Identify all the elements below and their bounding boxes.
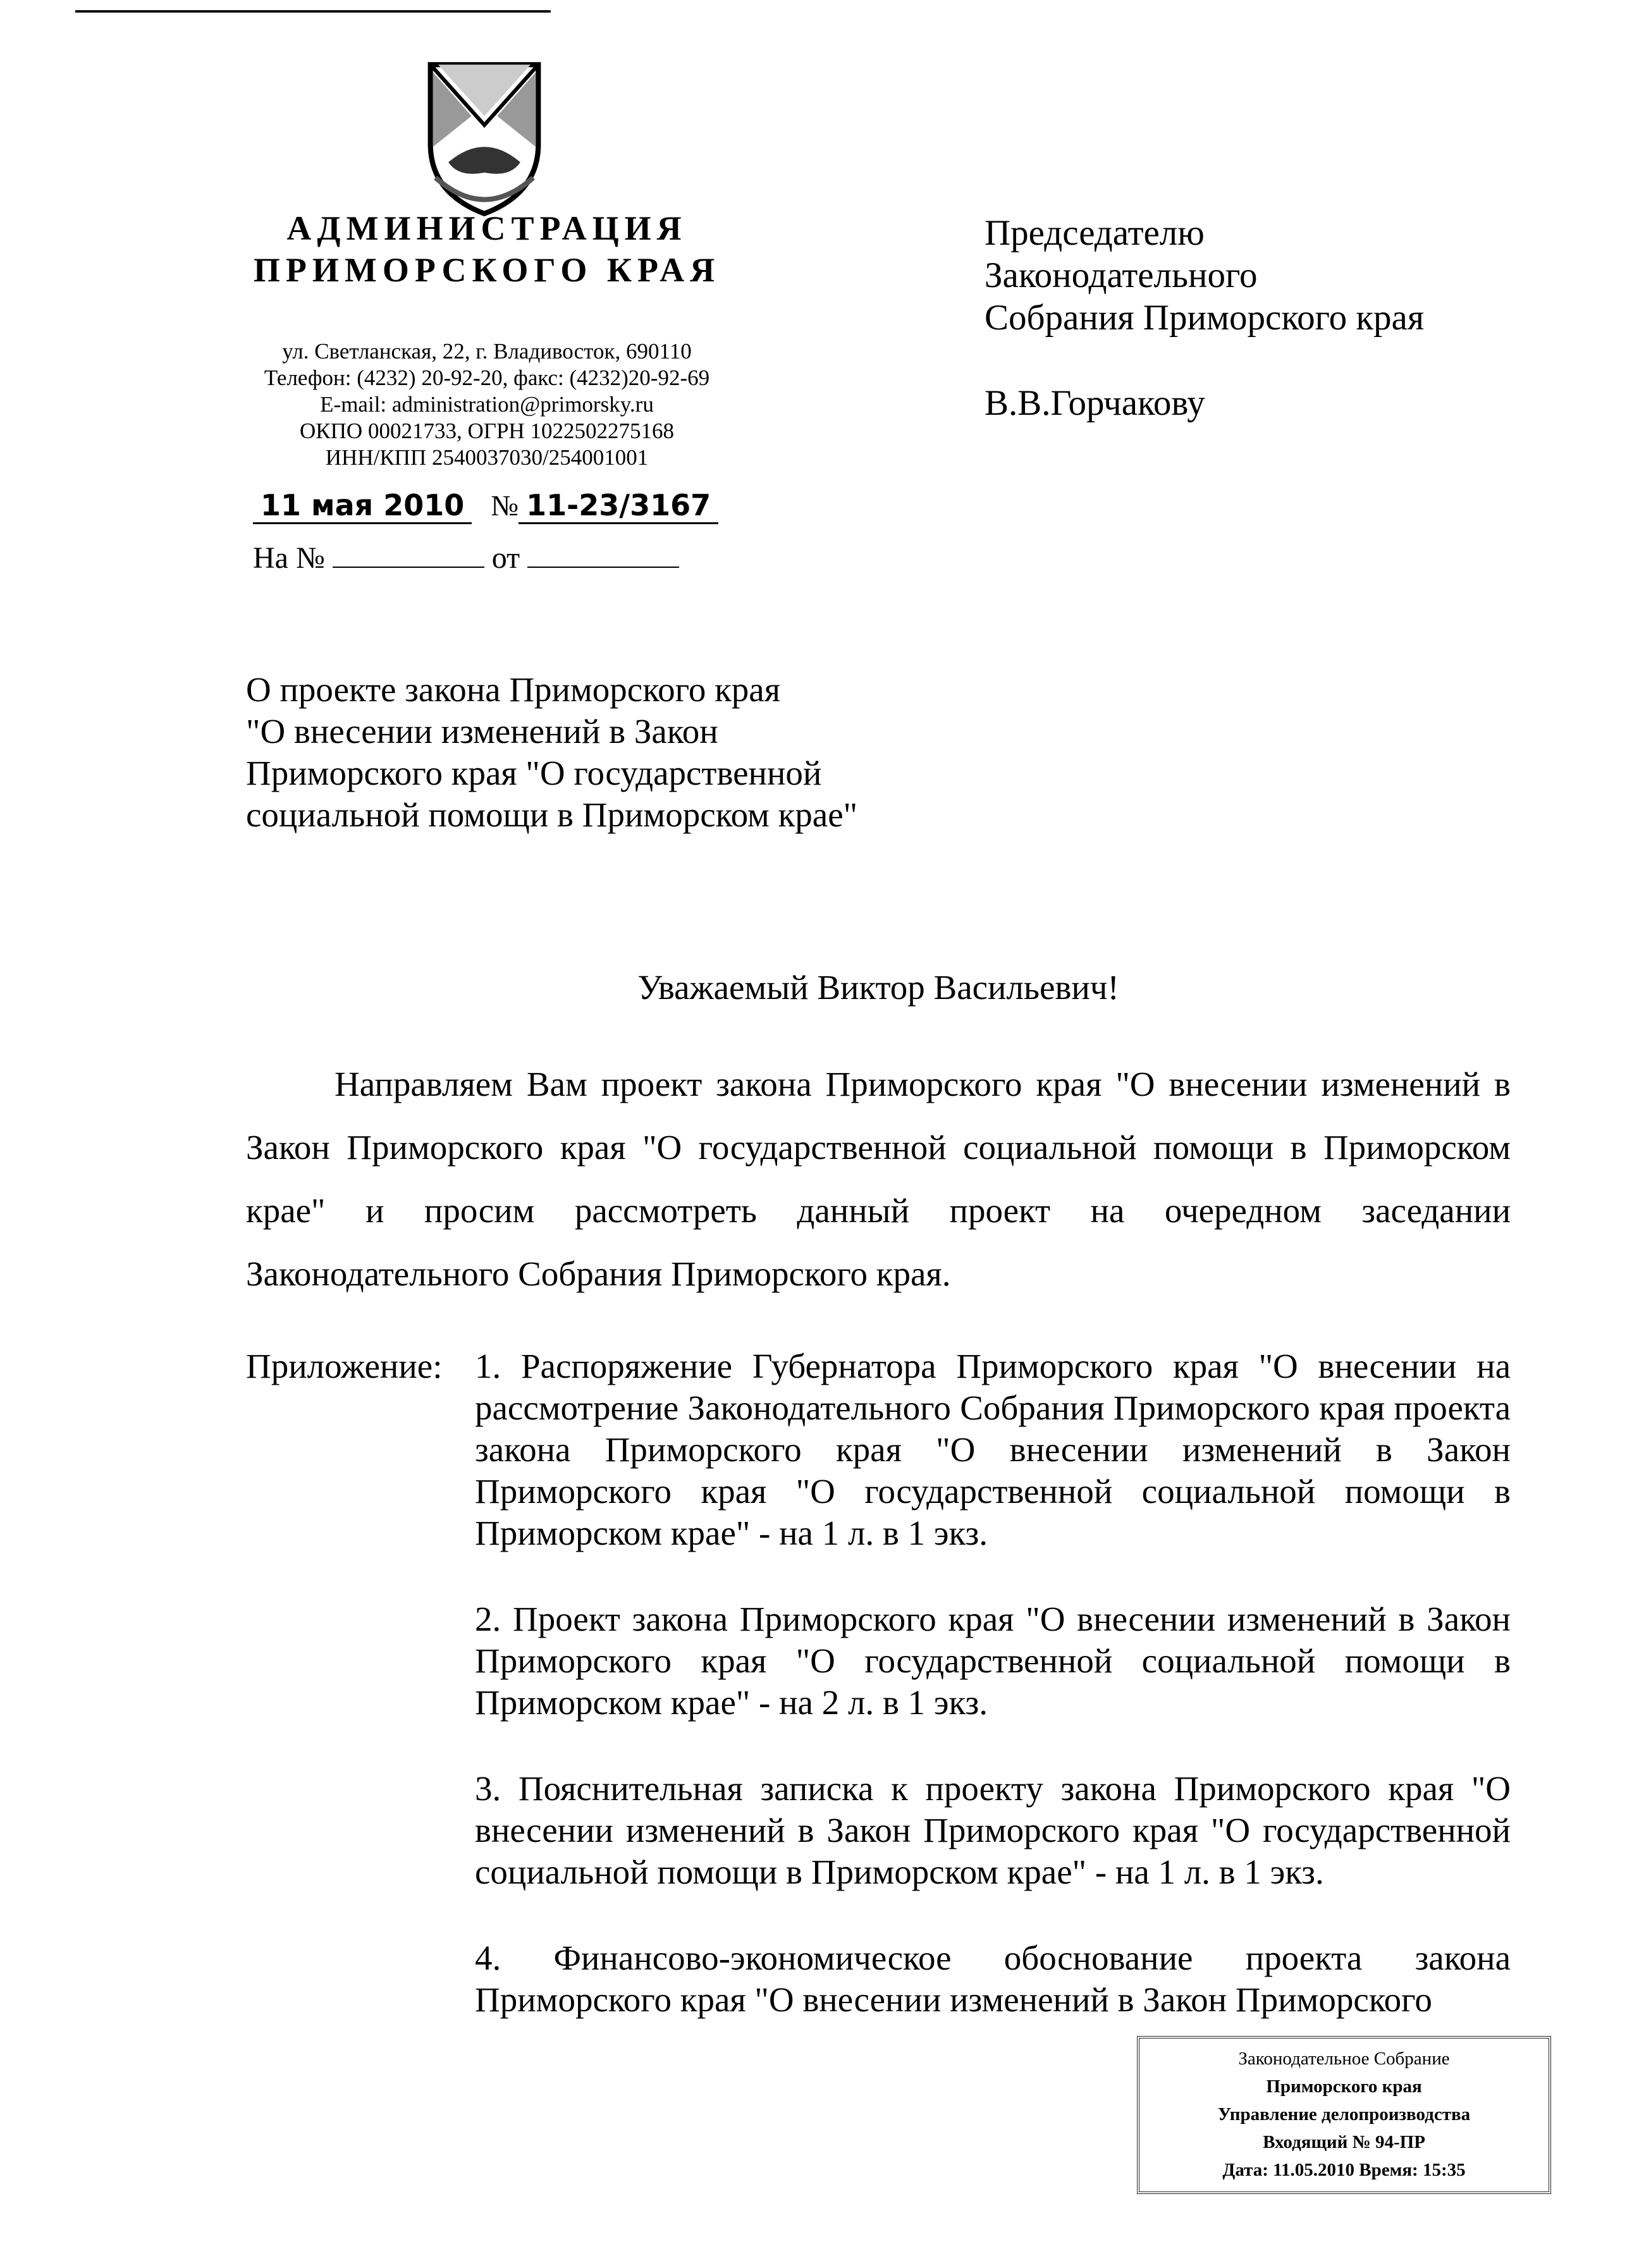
number-label: № [491, 489, 519, 522]
org-okpo: ОКПО 00021733, ОГРН 1022502275168 [300, 419, 674, 443]
ref-label: На № [253, 541, 325, 575]
addressee-name: В.В.Горчакову [985, 383, 1205, 423]
ref-date-blank [527, 541, 679, 568]
attachments-row [246, 1345, 1511, 2021]
coat-of-arms-icon [420, 54, 549, 219]
addressee-line2: Законодательного [985, 255, 1258, 295]
attachments-section [246, 1345, 1511, 2194]
addressee-block [985, 212, 1424, 424]
attachment-item: 3. Пояснительная записка к проекту закона Приморского края "О внесении изменений в Закон Приморского края "О государственной социальной помощи в Приморском крае" - на 1 л. в 1 экз. [475, 1769, 1511, 1891]
reference-line [253, 541, 679, 575]
attachment-item: 2. Проект закона Приморского края "О внесении изменений в Закон Приморского края "О государственной социальной помощи в Приморском крае" - на 2 л. в 1 экз. [475, 1600, 1511, 1722]
greeting: Уважаемый Виктор Васильевич! [637, 968, 1119, 1007]
stamp-line3: Управление делопроизводства [1217, 2104, 1471, 2124]
org-name-line2: ПРИМОРСКОГО КРАЯ [253, 251, 721, 289]
org-contacts [209, 338, 765, 471]
attachment-item: 1. Распоряжение Губернатора Приморского края "О внесении на рассмотрение Законодательного Собрания Приморского края проекта закона Приморского края "О внесении изменений в Закон Приморского края "О государственной социальной помощи в Приморском крае" - на 1 л. в 1 экз. [475, 1347, 1511, 1552]
stamp-line4: Входящий № 94-ПР [1263, 2132, 1425, 2152]
outgoing-number: 11-23/3167 [519, 488, 718, 524]
attachment-item: 4. Финансово-экономическое обоснование проекта закона Приморского края "О внесении изменений в Закон Приморского [475, 1939, 1511, 2019]
subject-line: Приморского края "О государственной [246, 754, 822, 792]
attachments-list [475, 1345, 1511, 2021]
stamp-line2: Приморского края [1266, 2076, 1422, 2097]
attachments-label: Приложение: [246, 1347, 443, 1385]
org-email: E-mail: administration@primorsky.ru [320, 392, 654, 417]
subject-block [246, 669, 942, 836]
subject-line: социальной помощи в Приморском крае" [246, 795, 858, 834]
org-phone: Телефон: (4232) 20-92-20, факс: (4232)20-92-69 [264, 365, 710, 390]
addressee-line1: Председателю [985, 213, 1205, 253]
outgoing-date: 11 мая 2010 [253, 488, 472, 524]
subject-line: О проекте закона Приморского края [246, 670, 781, 709]
org-name-line1: АДМИНИСТРАЦИЯ [286, 209, 687, 247]
body-paragraph: Направляем Вам проект закона Приморского края "О внесении изменений в Закон Приморского края "О государственной социальной помощи в Приморском крае" и просим рассмотреть данный проект на очередном заседании Законодательного Собрания Приморского края. [246, 1065, 1511, 1293]
outgoing-date-number [253, 488, 718, 522]
org-address: ул. Светланская, 22, г. Владивосток, 690110 [282, 339, 692, 364]
ref-from-label: от [491, 541, 520, 575]
top-rule [75, 10, 551, 13]
stamp-line5: Дата: 11.05.2010 Время: 15:35 [1222, 2160, 1466, 2180]
stamp-line1: Законодательное Собрание [1238, 2049, 1450, 2069]
subject-line: "О внесении изменений в Закон [246, 712, 718, 751]
incoming-registration-stamp [1137, 2036, 1551, 2194]
addressee-line3: Собрания Приморского края [985, 298, 1425, 338]
ref-number-blank [333, 541, 484, 568]
org-inn: ИНН/КПП 2540037030/254001001 [325, 445, 649, 470]
